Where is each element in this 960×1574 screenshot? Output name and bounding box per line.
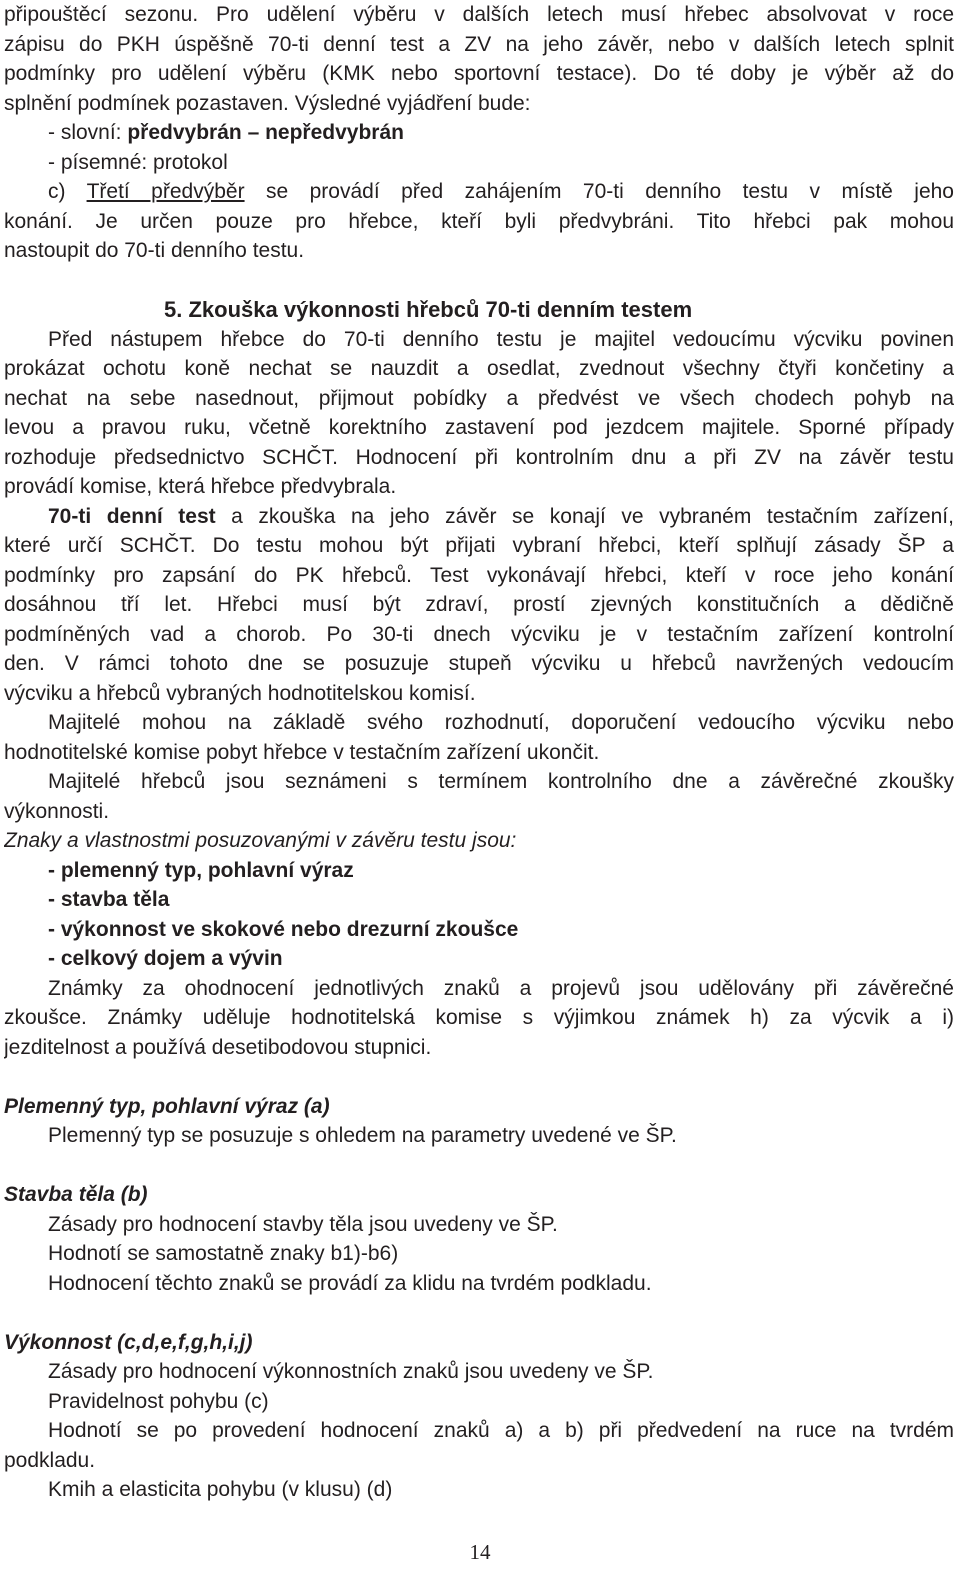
spacer <box>4 1298 954 1328</box>
paragraph-line: podkladu. <box>4 1448 96 1472</box>
paragraph-line: rozhoduje předsednictvo SCHČT. Hodnocení při kontrolním dnu a při ZV na závěr testu <box>4 445 954 469</box>
trait-item: - celkový dojem a vývin <box>48 947 283 970</box>
test-term: 70-ti denní test <box>48 504 216 528</box>
paragraph-line: provádí komise, která hřebce předvybrala. <box>4 475 397 498</box>
paragraph-line: prokázat ochotu koně nechat se nauzdit a osedlat, zvednout všechny čtyři končetiny a <box>4 357 954 380</box>
verbal-value: předvybrán – nepředvybrán <box>127 121 404 144</box>
paragraph-line: které určí SCHČT. Do testu mohou být přijati vybraní hřebci, kteří splňují zásady ŠP a <box>4 534 954 557</box>
paragraph-line: dosáhnou tří let. Hřebci musí být zdraví, prostí zjevných konstitučních a dědičně <box>4 593 954 616</box>
paragraph-line: konání. Je určen pouze pro hřebce, kteří byli předvybráni. Tito hřebci pak mohou <box>4 209 954 233</box>
section-heading: 5. Zkouška výkonnosti hřebců 70-ti denním testem <box>164 297 693 322</box>
trait-item: - plemenný typ, pohlavní výraz <box>48 858 354 882</box>
test-term-rest: a zkouška na jeho závěr se konají ve vybraném testačním zařízení, <box>215 504 954 528</box>
paragraph-line: podmínky pro udělení výběru (KMK nebo sportovní testace). Do té doby je výběr až do <box>4 62 954 85</box>
paragraph-line: výkonnosti. <box>4 799 110 823</box>
paragraph-line: Zásady pro hodnocení výkonnostních znaků jsou uvedeny ve ŠP. <box>48 1360 654 1383</box>
paragraph-line: Majitelé hřebců jsou seznámeni s termínem kontrolního dne a závěrečné zkoušky <box>48 770 954 793</box>
point-c-line <box>4 177 954 207</box>
paragraph-line: Hodnotí se po provedení hodnocení znaků a) a b) při předvedení na ruce na tvrdém <box>48 1419 954 1442</box>
paragraph-line: Hodnocení těchto znaků se provádí za klidu na tvrdém podkladu. <box>48 1271 652 1295</box>
subsection-title: Stavba těla (b) <box>4 1183 148 1206</box>
paragraph-line: jezditelnost a používá desetibodovou stupnici. <box>4 1035 432 1059</box>
traits-title: Znaky a vlastnostmi posuzovanými v závěru testu jsou: <box>4 829 517 852</box>
subsection-title: Plemenný typ, pohlavní výraz (a) <box>4 1094 330 1118</box>
paragraph-line: nastoupit do 70-ti denního testu. <box>4 239 305 262</box>
paragraph-line: levou a pravou ruku, včetně korektního zastavení pod jezdcem majitele. Sporné případy <box>4 416 954 439</box>
paragraph-line: hodnotitelské komise pobyt hřebce v testačním zařízení ukončit. <box>4 740 600 764</box>
paragraph-line: Plemenný typ se posuzuje s ohledem na parametry uvedené ve ŠP. <box>48 1124 677 1147</box>
paragraph-line: podmínky pro zapsání do PK hřebců. Test vykonávají hřebci, kteří v roce jeho konání <box>4 563 954 587</box>
paragraph-line: splnění podmínek pozastaven. Výsledné vyjádření bude: <box>4 91 531 115</box>
paragraph-line: Zásady pro hodnocení stavby těla jsou uvedeny ve ŠP. <box>48 1212 558 1236</box>
verbal-prefix: - slovní: <box>48 121 128 144</box>
spacer <box>4 1151 954 1181</box>
paragraph-line: zkoušce. Známky uděluje hodnotitelská komise s výjimkou známek h) za výcvik a i) <box>4 1006 954 1029</box>
verbal-result-line <box>4 118 954 148</box>
point-c-term: Třetí předvýběr <box>86 180 245 203</box>
document-page <box>4 0 954 1505</box>
paragraph-line: podmíněných vad a chorob. Po 30-ti dnech výcviku je v testačním zařízení kontrolní <box>4 622 954 646</box>
trait-item: - výkonnost ve skokové nebo drezurní zkoušce <box>48 917 519 941</box>
paragraph-line <box>4 502 954 532</box>
paragraph-line: výcviku a hřebců vybraných hodnotitelskou komisí. <box>4 681 476 705</box>
written-result-line: - písemné: protokol <box>48 150 228 174</box>
paragraph-line: připouštěcí sezonu. Pro udělení výběru v dalších letech musí hřebec absolvovat v roce <box>4 3 954 26</box>
point-c-label: c) <box>48 180 87 203</box>
paragraph-line: Kmih a elasticita pohybu (v klusu) (d) <box>48 1478 393 1501</box>
subsection-title: Výkonnost (c,d,e,f,g,h,i,j) <box>4 1330 253 1354</box>
spacer <box>4 266 954 296</box>
point-c-rest: se provádí před zahájením 70-ti denního testu v místě jeho <box>244 180 954 203</box>
paragraph-line: Před nástupem hřebce do 70-ti denního testu je majitel vedoucímu výcviku povinen <box>48 327 954 351</box>
trait-item: - stavba těla <box>48 888 170 911</box>
spacer <box>4 1062 954 1092</box>
paragraph-line: nechat na sebe nasednout, přijmout pobídky a předvést ve všech chodech pohyb na <box>4 386 954 410</box>
paragraph-line: Majitelé mohou na základě svého rozhodnutí, doporučení vedoucího výcviku nebo <box>48 711 954 734</box>
paragraph-line: Hodnotí se samostatně znaky b1)-b6) <box>48 1242 399 1265</box>
paragraph-line: den. V rámci tohoto dne se posuzuje stupeň výcviku u hřebců navržených vedoucím <box>4 652 954 675</box>
paragraph-line: Známky za ohodnocení jednotlivých znaků a projevů jsou udělovány při závěrečné <box>48 976 954 1000</box>
paragraph-line: Pravidelnost pohybu (c) <box>48 1389 269 1413</box>
page-number: 14 <box>469 1540 491 1564</box>
paragraph-line: zápisu do PKH úspěšně 70-ti denní test a ZV na jeho závěr, nebo v dalších letech splnit <box>4 32 954 56</box>
